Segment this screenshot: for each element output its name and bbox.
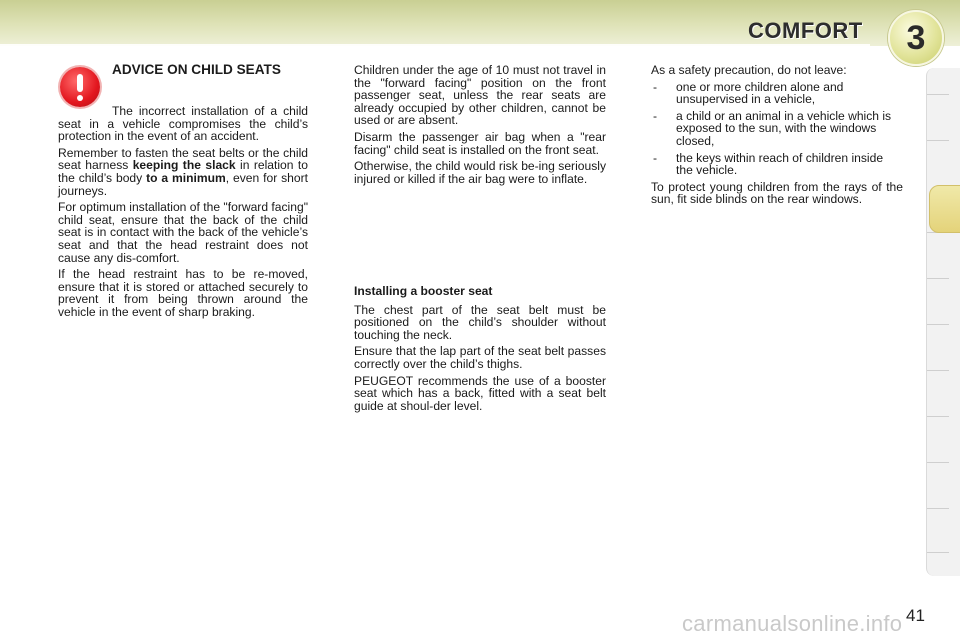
- list-intro: As a safety precaution, do not leave:: [651, 63, 847, 77]
- tab-divider: [927, 94, 949, 95]
- chapter-title: COMFORT: [748, 18, 863, 43]
- header-divider: [0, 44, 870, 46]
- paragraph: Remember to fasten the seat belts or the child seat harness keeping the slack in relation to the child’s body to a minimum, even for short journeys.: [58, 145, 309, 198]
- left-column: [58, 105, 308, 323]
- tab-divider: [927, 278, 949, 279]
- paragraph: Children under the age of 10 must not travel in the "forward facing" position on the front passenger seat, unless the rear seats are already occupied by other children, cannot be used or are absent.: [354, 63, 606, 128]
- paragraph: Otherwise, the child would risk be-ing seriously injured or killed if the air bag were to inflate.: [354, 159, 606, 186]
- tab-divider: [927, 552, 949, 553]
- paragraph: If the head restraint has to be re-moved, ensure that it is stored or attached securely to prevent it from being thrown around the vehicle in the event of sharp braking.: [58, 267, 308, 319]
- chapter-tab-active[interactable]: [929, 185, 960, 233]
- right-column: [651, 64, 903, 210]
- paragraph: PEUGEOT recommends the use of a booster seat which has a back, fitted with a seat belt guide at shoul-der level.: [354, 373, 606, 413]
- paragraph: Disarm the passenger air bag when a "rear facing" child seat is installed on the front seat.: [354, 129, 606, 157]
- tab-divider: [927, 416, 949, 417]
- list-item: - one or more children alone and unsupervised in a vehicle,: [653, 79, 844, 107]
- precaution-list: [651, 81, 903, 177]
- paragraph: The incorrect installation of a child seat in a vehicle compromises the child’s protection in the event of an accident.: [58, 104, 308, 144]
- list-item: - a child or an animal in a vehicle which is exposed to the sun, with the windows closed,: [653, 108, 892, 148]
- section-title: ADVICE ON CHILD SEATS: [112, 62, 281, 77]
- emphasis: keeping the slack: [132, 158, 236, 173]
- paragraph: To protect young children from the rays of the sun, fit side blinds on the rear windows.: [651, 179, 903, 207]
- paragraph: The chest part of the seat belt must be positioned on the child’s shoulder without touching the neck.: [354, 302, 606, 342]
- middle-column: [354, 64, 606, 189]
- page-number: 41: [906, 606, 925, 625]
- booster-seat-section: [354, 285, 606, 416]
- tab-divider: [927, 140, 949, 141]
- watermark: carmanualsonline.info: [682, 611, 903, 636]
- tab-divider: [927, 508, 949, 509]
- booster-heading: Installing a booster seat: [354, 284, 493, 298]
- emphasis: to a minimum: [146, 170, 226, 185]
- paragraph: For optimum installation of the "forward facing" child seat, ensure that the back of the child seat is in contact with the back of the vehicle’s seat and that the head restraint does not cause any dis-comfort.: [58, 200, 308, 265]
- list-item: - the keys within reach of children inside the vehicle.: [653, 150, 884, 178]
- tab-divider: [927, 370, 949, 371]
- paragraph: Ensure that the lap part of the seat belt passes correctly over the child’s thighs.: [354, 344, 606, 371]
- chapter-number-badge: 3: [888, 10, 944, 66]
- warning-icon: [60, 67, 100, 107]
- chapter-tab-strip: [926, 68, 960, 576]
- tab-divider: [927, 462, 949, 463]
- tab-divider: [927, 324, 949, 325]
